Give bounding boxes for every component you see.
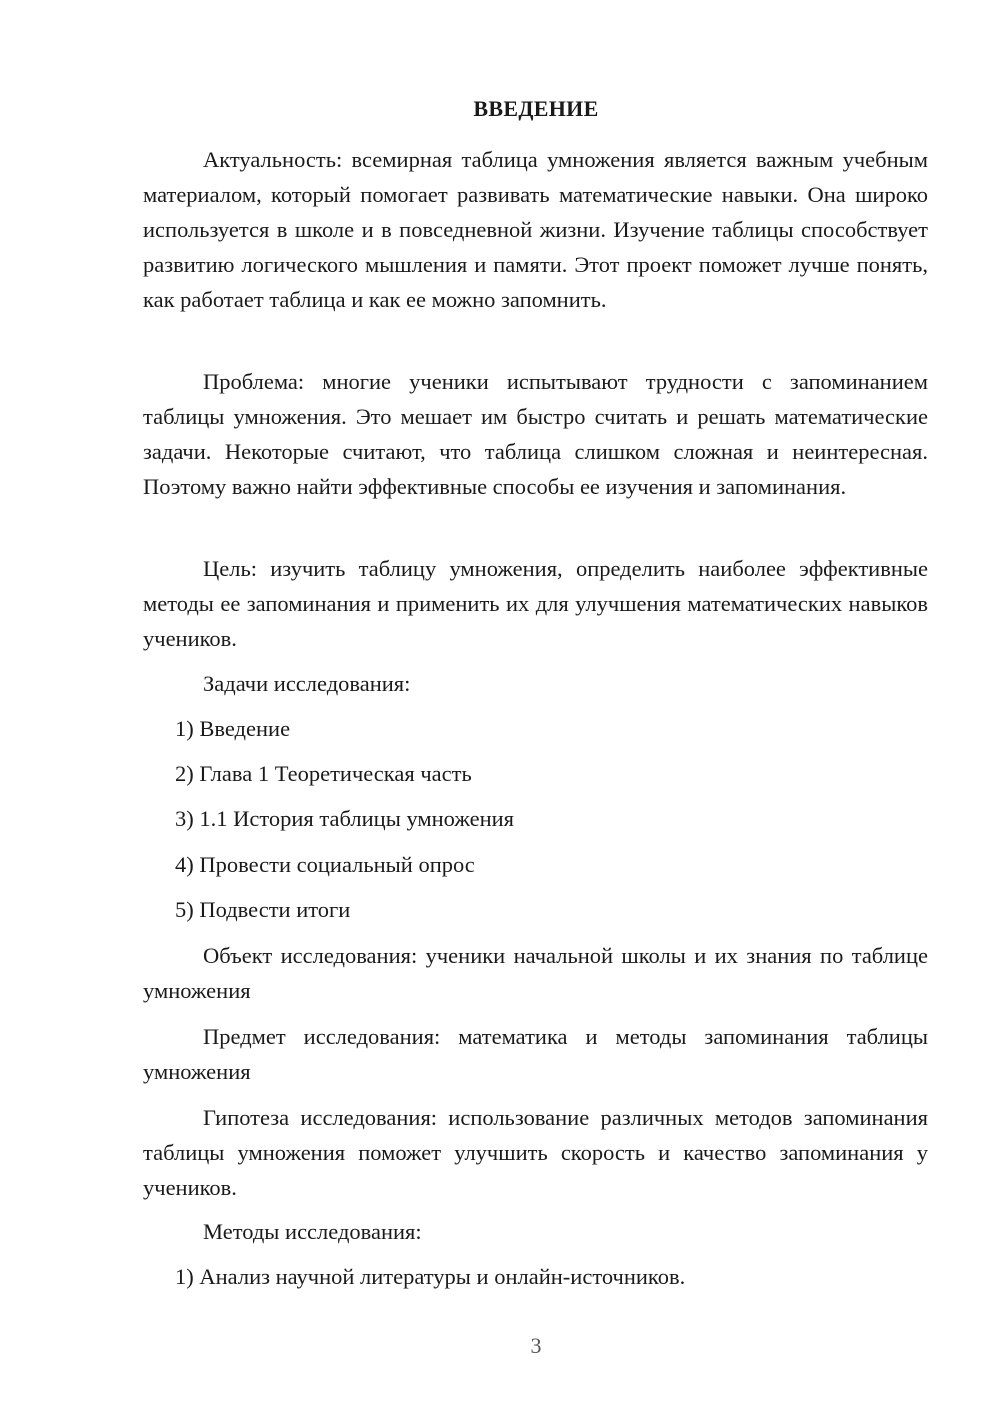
object-paragraph-block <box>143 938 928 1008</box>
hypothesis-paragraph-block <box>143 1100 928 1205</box>
task-item: 5) Подвести итоги <box>175 897 351 922</box>
method-item: 1) Анализ научной литературы и онлайн-источников. <box>175 1264 686 1289</box>
subject-paragraph-block <box>143 1019 928 1089</box>
problem-paragraph: Проблема: многие ученики испытывают трудности с запоминанием таблицы умножения. Это мешает им быстро считать и решать математические задачи. Некоторые считают, что таблица слишком сложная и неинтересная. Поэтому важно найти эффективные способы ее изучения и запоминания. <box>143 369 928 499</box>
goal-paragraph-block <box>143 551 928 656</box>
task-item: 4) Провести социальный опрос <box>175 852 475 877</box>
task-item: 3) 1.1 История таблицы умножения <box>175 806 515 831</box>
page-number: 3 <box>530 1333 542 1358</box>
task-item: 2) Глава 1 Теоретическая часть <box>175 761 472 786</box>
relevance-paragraph: Актуальность: всемирная таблица умножения является важным учебным материалом, который помогает развивать математические навыки. Она широко используется в школе и в повседневной жизни. Изучение таблицы способствует развитию логического мышления и памяти. Этот проект поможет лучше понять, как работает таблица и как ее можно запомнить. <box>143 147 928 312</box>
goal-paragraph: Цель: изучить таблицу умножения, определить наиболее эффективные методы ее запоминания и применить их для улучшения математических навыков учеников. <box>143 556 928 651</box>
subject-paragraph: Предмет исследования: математика и методы запоминания таблицы умножения <box>143 1024 928 1084</box>
page-title: ВВЕДЕНИЕ <box>473 96 599 121</box>
relevance-paragraph-block <box>143 142 928 317</box>
tasks-heading: Задачи исследования: <box>203 671 411 696</box>
task-item: 1) Введение <box>175 716 291 741</box>
object-paragraph: Объект исследования: ученики начальной школы и их знания по таблице умножения <box>143 943 928 1003</box>
methods-heading: Методы исследования: <box>203 1219 422 1244</box>
hypothesis-paragraph: Гипотеза исследования: использование различных методов запоминания таблицы умножения поможет улучшить скорость и качество запоминания у учеников. <box>143 1105 928 1200</box>
problem-paragraph-block <box>143 364 928 504</box>
